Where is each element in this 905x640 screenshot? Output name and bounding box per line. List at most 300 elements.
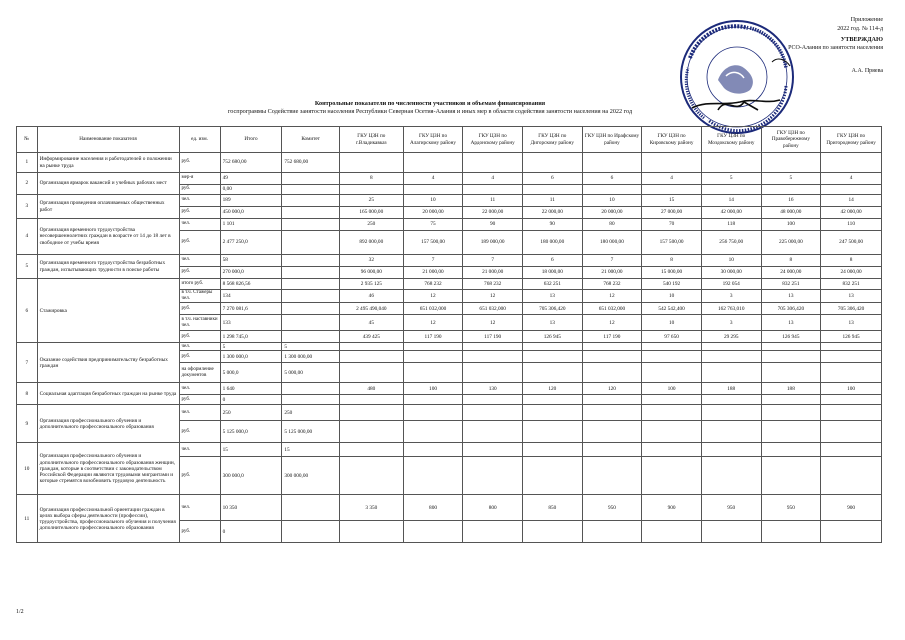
header-cell: Итого: [220, 127, 282, 153]
table-row: [17, 495, 882, 521]
district-value-cell: [761, 421, 821, 443]
district-value-cell: [403, 521, 463, 543]
header-cell: ГКУ ЦЗН по г.Владикавказ: [339, 127, 403, 153]
committee-cell: [282, 185, 340, 195]
district-value-cell: 11: [463, 195, 523, 207]
table-row: [17, 255, 882, 267]
district-value-cell: [642, 443, 702, 457]
total-cell: 300 000,0: [220, 457, 282, 495]
district-value-cell: 800: [463, 495, 523, 521]
district-value-cell: [463, 363, 523, 383]
committee-cell: [282, 331, 340, 343]
district-value-cell: [463, 405, 523, 421]
committee-cell: [282, 279, 340, 290]
total-cell: 5 000,0: [220, 363, 282, 383]
total-cell: 58: [220, 255, 282, 267]
district-value-cell: 15 000,00: [642, 267, 702, 279]
district-value-cell: [821, 351, 882, 363]
district-value-cell: 100: [761, 219, 821, 231]
header-cell: ед. изм.: [179, 127, 220, 153]
district-value-cell: 75: [403, 219, 463, 231]
district-value-cell: [339, 153, 403, 173]
unit-cell: руб.: [179, 395, 220, 405]
district-value-cell: 4: [821, 173, 882, 185]
district-value-cell: 100: [821, 383, 882, 395]
committee-cell: [282, 521, 340, 543]
district-value-cell: [701, 457, 761, 495]
row-number: 10: [17, 443, 38, 495]
district-value-cell: 7: [403, 255, 463, 267]
committee-cell: 15: [282, 443, 340, 457]
district-value-cell: [821, 405, 882, 421]
district-value-cell: 768 232: [463, 279, 523, 290]
district-value-cell: 12: [582, 315, 642, 331]
approved-label: УТВЕРЖДАЮ: [840, 36, 883, 43]
header-cell: Наименование показателя: [37, 127, 179, 153]
district-value-cell: [821, 443, 882, 457]
total-cell: 1 101: [220, 219, 282, 231]
district-value-cell: 29 295: [701, 331, 761, 343]
district-value-cell: 180 000,00: [522, 231, 582, 255]
total-cell: 450 000,0: [220, 207, 282, 219]
district-value-cell: 11: [522, 195, 582, 207]
district-value-cell: 10: [582, 195, 642, 207]
district-value-cell: 130: [463, 383, 523, 395]
total-cell: 2 477 250,0: [220, 231, 282, 255]
district-value-cell: [403, 457, 463, 495]
district-value-cell: [403, 351, 463, 363]
district-value-cell: 97 650: [642, 331, 702, 343]
committee-cell: [282, 173, 340, 185]
indicator-name: Организация временного трудоустройства несовершеннолетних граждан в возрасте от 14 до 18 лет в свободное от учебы время: [37, 219, 179, 255]
district-value-cell: 117 190: [463, 331, 523, 343]
header-cell: ГКУ ЦЗН по Алагирскому району: [403, 127, 463, 153]
committee-cell: [282, 315, 340, 331]
committee-cell: [282, 195, 340, 207]
district-value-cell: [403, 343, 463, 351]
district-value-cell: 46: [339, 290, 403, 303]
table-row: [17, 195, 882, 207]
table-row: [17, 405, 882, 421]
district-value-cell: 3: [701, 290, 761, 303]
district-value-cell: 3 350: [339, 495, 403, 521]
committee-cell: [282, 383, 340, 395]
total-cell: 0,00: [220, 185, 282, 195]
district-value-cell: 632 251: [522, 279, 582, 290]
district-value-cell: 15: [642, 195, 702, 207]
district-value-cell: [463, 153, 523, 173]
district-value-cell: [761, 363, 821, 383]
district-value-cell: [642, 185, 702, 195]
district-value-cell: [582, 351, 642, 363]
district-value-cell: [339, 185, 403, 195]
title-line-1: Контрольные показатели по численности участников и объемам финансирования: [314, 100, 546, 107]
district-value-cell: [761, 395, 821, 405]
district-value-cell: [339, 395, 403, 405]
unit-cell: в т.ч. Стажеры чел.: [179, 290, 220, 303]
header-cell: Комитет: [282, 127, 340, 153]
unit-cell: руб.: [179, 267, 220, 279]
district-value-cell: 165 000,00: [339, 207, 403, 219]
district-value-cell: 651 032,000: [403, 303, 463, 315]
district-value-cell: [463, 443, 523, 457]
committee-cell: 752 680,00: [282, 153, 340, 173]
district-value-cell: 30 000,00: [701, 267, 761, 279]
district-value-cell: 13: [821, 290, 882, 303]
total-cell: 189: [220, 195, 282, 207]
district-value-cell: [642, 343, 702, 351]
row-number: 1: [17, 153, 38, 173]
district-value-cell: [582, 153, 642, 173]
unit-cell: руб.: [179, 421, 220, 443]
district-value-cell: 12: [403, 315, 463, 331]
district-value-cell: [463, 521, 523, 543]
table-row: [17, 279, 882, 290]
unit-cell: чел.: [179, 443, 220, 457]
total-cell: 5 125 000,0: [220, 421, 282, 443]
district-value-cell: 70: [642, 219, 702, 231]
district-value-cell: 100: [642, 383, 702, 395]
district-value-cell: 4: [403, 173, 463, 185]
total-cell: 10 350: [220, 495, 282, 521]
district-value-cell: 96 000,00: [339, 267, 403, 279]
row-number: 2: [17, 173, 38, 195]
district-value-cell: [642, 521, 702, 543]
header-cell: ГКУ ЦЗН по Дигорскому району: [522, 127, 582, 153]
unit-cell: руб.: [179, 153, 220, 173]
unit-cell: чел.: [179, 383, 220, 395]
district-value-cell: 162 763,010: [701, 303, 761, 315]
indicator-name: Социальная адаптация безработных граждан на рынке труда: [37, 383, 179, 405]
district-value-cell: 188: [701, 383, 761, 395]
district-value-cell: 120: [522, 383, 582, 395]
total-cell: 270 000,0: [220, 267, 282, 279]
district-value-cell: 8: [642, 255, 702, 267]
total-cell: 250: [220, 405, 282, 421]
row-number: 6: [17, 279, 38, 343]
district-value-cell: [522, 405, 582, 421]
district-value-cell: 705 306,420: [522, 303, 582, 315]
indicator-name: Организация проведения оплачиваемых общественных работ: [37, 195, 179, 219]
unit-cell: мер-я: [179, 173, 220, 185]
district-value-cell: [701, 363, 761, 383]
district-value-cell: [761, 351, 821, 363]
unit-cell: руб.: [179, 351, 220, 363]
district-value-cell: 6: [522, 173, 582, 185]
district-value-cell: 10: [403, 195, 463, 207]
district-value-cell: 24 000,00: [761, 267, 821, 279]
committee-cell: 250: [282, 405, 340, 421]
row-number: 5: [17, 255, 38, 279]
district-value-cell: [522, 153, 582, 173]
table-row: [17, 219, 882, 231]
district-value-cell: 7: [463, 255, 523, 267]
committee-cell: 5: [282, 343, 340, 351]
district-value-cell: [463, 395, 523, 405]
district-value-cell: [701, 521, 761, 543]
header-cell: ГКУ ЦЗН по Правобережному району: [761, 127, 821, 153]
unit-cell: руб.: [179, 185, 220, 195]
district-value-cell: 192 054: [701, 279, 761, 290]
total-cell: 0: [220, 521, 282, 543]
unit-cell: чел.: [179, 343, 220, 351]
district-value-cell: [821, 521, 882, 543]
district-value-cell: 900: [821, 495, 882, 521]
district-value-cell: [582, 343, 642, 351]
document-title: [150, 100, 710, 116]
table-row: [17, 153, 882, 173]
appendix-label: Приложение: [850, 17, 883, 23]
order-reference: 2022 год. № 114-д: [837, 26, 883, 32]
district-value-cell: 439 425: [339, 331, 403, 343]
district-value-cell: 13: [821, 315, 882, 331]
district-value-cell: [403, 185, 463, 195]
district-value-cell: [522, 457, 582, 495]
total-cell: 133: [220, 315, 282, 331]
district-value-cell: 126 945: [522, 331, 582, 343]
district-value-cell: [403, 363, 463, 383]
district-value-cell: [582, 457, 642, 495]
committee-cell: [282, 303, 340, 315]
district-value-cell: [522, 421, 582, 443]
district-value-cell: [403, 443, 463, 457]
total-cell: 8 568 826,56: [220, 279, 282, 290]
total-cell: 49: [220, 173, 282, 185]
district-value-cell: [522, 343, 582, 351]
district-value-cell: [403, 153, 463, 173]
table-row: [17, 383, 882, 395]
district-value-cell: 22 000,00: [463, 207, 523, 219]
district-value-cell: [522, 395, 582, 405]
district-value-cell: 13: [761, 315, 821, 331]
district-value-cell: 651 032,000: [463, 303, 523, 315]
unit-cell: руб.: [179, 303, 220, 315]
district-value-cell: [642, 363, 702, 383]
district-value-cell: 22 000,00: [522, 207, 582, 219]
district-value-cell: 542 542,400: [642, 303, 702, 315]
district-value-cell: [701, 153, 761, 173]
district-value-cell: [403, 395, 463, 405]
district-value-cell: 188: [761, 383, 821, 395]
district-value-cell: [339, 351, 403, 363]
district-value-cell: 225 000,00: [761, 231, 821, 255]
unit-cell: руб.: [179, 231, 220, 255]
district-value-cell: [761, 185, 821, 195]
header-cell: ГКУ ЦЗН по Кировскому району: [642, 127, 702, 153]
district-value-cell: [403, 405, 463, 421]
district-value-cell: 27 000,00: [642, 207, 702, 219]
total-cell: 5: [220, 343, 282, 351]
committee-cell: [282, 290, 340, 303]
district-value-cell: [701, 405, 761, 421]
district-value-cell: 32: [339, 255, 403, 267]
committee-cell: [282, 495, 340, 521]
district-value-cell: 12: [403, 290, 463, 303]
district-value-cell: [701, 421, 761, 443]
district-value-cell: 90: [522, 219, 582, 231]
indicator-name: Стажировка: [37, 279, 179, 343]
unit-cell: чел.: [179, 495, 220, 521]
district-value-cell: 45: [339, 315, 403, 331]
district-value-cell: 48 000,00: [761, 207, 821, 219]
district-value-cell: [522, 185, 582, 195]
unit-cell: чел.: [179, 255, 220, 267]
district-value-cell: 12: [463, 315, 523, 331]
district-value-cell: [339, 343, 403, 351]
district-value-cell: [701, 351, 761, 363]
district-value-cell: [821, 421, 882, 443]
district-value-cell: [522, 443, 582, 457]
district-value-cell: [582, 185, 642, 195]
district-value-cell: 480: [339, 383, 403, 395]
unit-cell: руб.: [179, 457, 220, 495]
total-cell: 1 300 000,0: [220, 351, 282, 363]
unit-cell: итого руб.: [179, 279, 220, 290]
district-value-cell: 157 500,00: [403, 231, 463, 255]
district-value-cell: [582, 421, 642, 443]
district-value-cell: 20 000,00: [403, 207, 463, 219]
district-value-cell: 250: [339, 219, 403, 231]
district-value-cell: [582, 443, 642, 457]
district-value-cell: 21 000,00: [582, 267, 642, 279]
district-value-cell: [582, 395, 642, 405]
table-row: [17, 343, 882, 351]
indicator-name: Организация ярмарок вакансий и учебных рабочих мест: [37, 173, 179, 195]
district-value-cell: 705 306,420: [761, 303, 821, 315]
district-value-cell: 18 000,00: [522, 267, 582, 279]
district-value-cell: 8: [339, 173, 403, 185]
district-value-cell: [821, 363, 882, 383]
committee-cell: 300 000,00: [282, 457, 340, 495]
district-value-cell: [339, 363, 403, 383]
district-value-cell: 7: [582, 255, 642, 267]
header-cell: №: [17, 127, 38, 153]
district-value-cell: 2 495 490,040: [339, 303, 403, 315]
committee-cell: [282, 207, 340, 219]
district-value-cell: [522, 351, 582, 363]
committee-cell: 5 000,00: [282, 363, 340, 383]
unit-cell: руб.: [179, 521, 220, 543]
approver-position: РСО-Алания по занятости населения: [788, 45, 883, 51]
row-number: 9: [17, 405, 38, 443]
district-value-cell: [582, 405, 642, 421]
indicator-name: Организация профессионального обучения и дополнительного профессионального образования женщин, граждан, которые в соответствии с законодательством Российской Федерации являются трудовыми мигрантами и которые стремятся возобновить трудовую деятельность: [37, 443, 179, 495]
district-value-cell: [761, 521, 821, 543]
district-value-cell: 3: [701, 315, 761, 331]
title-line-2: госпрограммы Содействие занятости населения Республики Северная Осетия-Алания и иных мер в области содействия занятости населения на 2022 год: [227, 108, 633, 115]
unit-cell: чел.: [179, 195, 220, 207]
district-value-cell: 126 945: [821, 331, 882, 343]
table-header-row: [17, 127, 882, 153]
district-value-cell: 950: [582, 495, 642, 521]
district-value-cell: [701, 443, 761, 457]
district-value-cell: 126 945: [761, 331, 821, 343]
district-value-cell: [582, 363, 642, 383]
unit-cell: чел.: [179, 219, 220, 231]
district-value-cell: 800: [403, 495, 463, 521]
district-value-cell: [821, 395, 882, 405]
header-cell: ГКУ ЦЗН по Ирафскому району: [582, 127, 642, 153]
committee-cell: 1 300 000,00: [282, 351, 340, 363]
approver-name: А.А. Пряева: [851, 68, 883, 74]
district-value-cell: 10: [642, 315, 702, 331]
district-value-cell: 247 500,00: [821, 231, 882, 255]
district-value-cell: [642, 421, 702, 443]
row-number: 4: [17, 219, 38, 255]
row-number: 3: [17, 195, 38, 219]
district-value-cell: 20 000,00: [582, 207, 642, 219]
district-value-cell: 5: [701, 173, 761, 185]
row-number: 8: [17, 383, 38, 405]
district-value-cell: 8: [821, 255, 882, 267]
district-value-cell: [463, 457, 523, 495]
table-row: [17, 173, 882, 185]
district-value-cell: 10: [642, 290, 702, 303]
committee-cell: [282, 219, 340, 231]
district-value-cell: [463, 343, 523, 351]
district-value-cell: [463, 185, 523, 195]
district-value-cell: [339, 457, 403, 495]
header-cell: ГКУ ЦЗН по Пригородному району: [821, 127, 882, 153]
district-value-cell: 850: [522, 495, 582, 521]
indicator-name: Организация профессионального обучения и дополнительного профессионального образования: [37, 405, 179, 443]
district-value-cell: [642, 405, 702, 421]
row-number: 11: [17, 495, 38, 543]
district-value-cell: 651 032,000: [582, 303, 642, 315]
indicator-name: Организация профессиональной ориентации граждан в целях выбора сферы деятельности (профессии), трудоустройства, профессионального обучения и получения дополнительного профессионального образования: [37, 495, 179, 543]
district-value-cell: [761, 405, 821, 421]
district-value-cell: 16: [761, 195, 821, 207]
district-value-cell: 42 000,00: [821, 207, 882, 219]
unit-cell: чел.: [179, 405, 220, 421]
district-value-cell: [582, 521, 642, 543]
total-cell: 752 680,00: [220, 153, 282, 173]
district-value-cell: 117 190: [582, 331, 642, 343]
district-value-cell: [701, 185, 761, 195]
district-value-cell: [761, 153, 821, 173]
district-value-cell: 768 232: [403, 279, 463, 290]
district-value-cell: 14: [821, 195, 882, 207]
district-value-cell: 90: [463, 219, 523, 231]
district-value-cell: 118: [701, 219, 761, 231]
district-value-cell: 25: [339, 195, 403, 207]
district-value-cell: 900: [642, 495, 702, 521]
district-value-cell: 4: [463, 173, 523, 185]
district-value-cell: 256 750,00: [701, 231, 761, 255]
district-value-cell: [761, 443, 821, 457]
district-value-cell: [339, 405, 403, 421]
district-value-cell: 892 000,00: [339, 231, 403, 255]
district-value-cell: 189 000,00: [463, 231, 523, 255]
district-value-cell: 10: [701, 255, 761, 267]
district-value-cell: 100: [403, 383, 463, 395]
district-value-cell: 2 935 125: [339, 279, 403, 290]
district-value-cell: [339, 421, 403, 443]
district-value-cell: 13: [522, 290, 582, 303]
district-value-cell: 832 251: [761, 279, 821, 290]
district-value-cell: [642, 153, 702, 173]
district-value-cell: 540 192: [642, 279, 702, 290]
indicator-name: Организация временного трудоустройства безработных граждан, испытывающих трудности в поиске работы: [37, 255, 179, 279]
district-value-cell: 832 251: [821, 279, 882, 290]
district-value-cell: 117 190: [403, 331, 463, 343]
total-cell: 0: [220, 395, 282, 405]
unit-cell: руб.: [179, 331, 220, 343]
district-value-cell: 13: [522, 315, 582, 331]
header-cell: ГКУ ЦЗН по Ардонскому району: [463, 127, 523, 153]
district-value-cell: 768 232: [582, 279, 642, 290]
table-body: [17, 153, 882, 543]
